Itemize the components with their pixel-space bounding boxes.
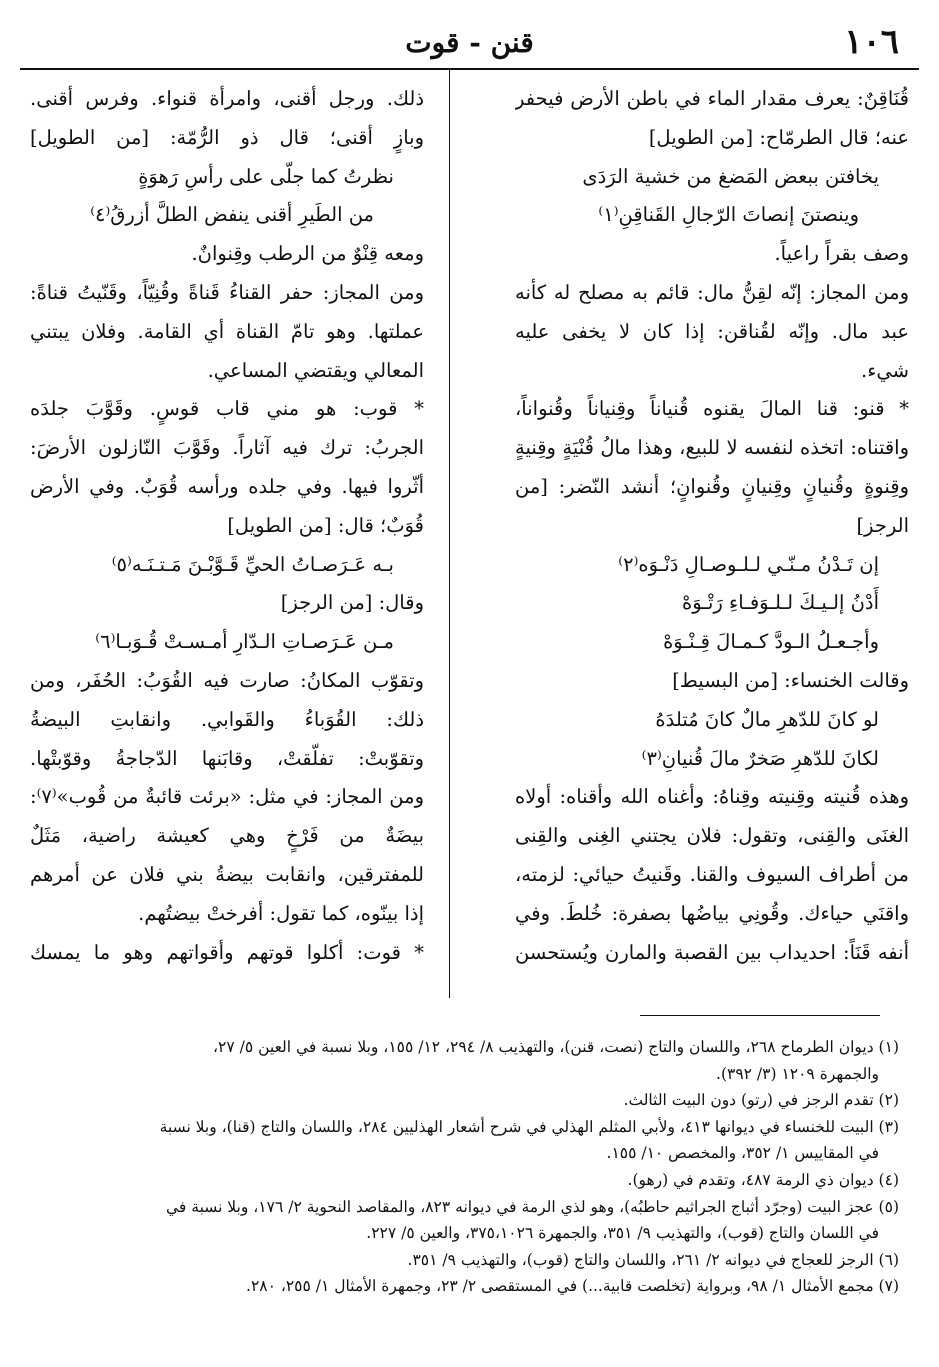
text-line: وهذه قُنيته وقِنيته وقِناهُ: وأغناه الله وأقناه: أولاه xyxy=(515,785,909,809)
footnote: (٣) البيت للخنساء في ديوانها ٤١٣، ولأبي المثلم الهذلي في شرح أشعار الهذليين ٢٨٤، واللسان والتاج (قنا)، وبلا نسبة xyxy=(159,1117,899,1136)
verse-line: يخافتن ببعض المَضغ من خشية الرَدَى xyxy=(582,164,879,188)
text-line: وقالت الخنساء: [من البسيط] xyxy=(672,668,909,692)
footnote: (٥) عجز البيت (وجرّد أثباج الجراثيم حاطبُه)، وهو لذي الرمة في ديوانه ٨٢٣، والمقاصد النحوية ٢/ ١٧٦، وبلا نسبة في xyxy=(166,1197,899,1216)
text-line: وتقوّبتْ: تفلّقتْ، وقابَنها الدّجاجةُ وقوّبتْها. xyxy=(30,746,424,770)
right-column xyxy=(515,80,909,972)
text-line: أثّروا فيها. وفي جلده ورأسه قُوَبٌ. وفي الأرض xyxy=(30,474,424,498)
footnote-rule xyxy=(640,1015,880,1016)
entry-heading-qwb: * قوب: هو مني قاب قوسٍ. وقَوَّبَ جلدَه xyxy=(30,397,424,421)
entry-heading-qwt: * قوت: أكلوا قوتهم وأقواتهم وهو ما يمسك xyxy=(30,940,424,964)
text-line: الغنَى والقِنى، وتقول: فلان يجتني الغِنى والقِنى xyxy=(515,824,909,848)
text-line: واقنَي حياءك. وقُونِي بياضُها بصفرة: خُلطَ. وفي xyxy=(515,901,909,925)
footnote-continuation: والجمهرة ١٢٠٩ (٣/ ٣٩٢). xyxy=(716,1064,879,1083)
page-title: قنن - قوت xyxy=(405,26,534,59)
text-line: واقتناه: اتخذه لنفسه لا للبيع، وهذا مالُ قُنْيَةٍ وقِنيةٍ xyxy=(515,436,909,460)
footnote: (٧) مجمع الأمثال ١/ ٩٨، وبرواية (تخلصت قابية...) في المستقصى ٢/ ٢٣، وجمهرة الأمثال ١/ ٢٥٥، ٢٨٠. xyxy=(246,1277,899,1296)
footnote-continuation: في اللسان والتاج (قوب)، والتهذيب ٩/ ٣٥١، والجمهرة ٣٧٥،١٠٢٦، والعين ٥/ ٢٢٧. xyxy=(366,1224,879,1243)
text-line: بيضَةٌ من فَرْخٍ وهي كعيشة راضية، مَثَلٌ xyxy=(30,824,424,848)
left-column xyxy=(30,80,424,972)
text-line: وقِنوةٍ وقُنيانٍ وقِنيانٍ وقُنوانٍ؛ أنشد النّضر: [من xyxy=(515,474,909,498)
text-line: قُنَاقِنٌ: يعرف مقدار الماء في باطن الأرض فيحفر xyxy=(515,87,909,110)
header-rule xyxy=(20,68,919,70)
text-line: عنه؛ قال الطرمّاح: [من الطويل] xyxy=(648,125,909,149)
verse-line: لكانَ للدّهرِ صَخرٌ مالَ قُنيانِ⁽٣⁾ xyxy=(641,746,879,770)
verse-line: بـه عَـرَصـاتُ الحيِّ قَـوَّبْـنَ مَـتـنَـه⁽٥⁾ xyxy=(111,552,394,576)
column-divider xyxy=(449,70,450,998)
text-line: عملتها. وهو تامّ القناة أي القامة. وفلان يبتني xyxy=(30,319,424,343)
text-line: ومن المجاز: في مثل: «برئت قائبةٌ من قُوب»⁽٧⁾: xyxy=(30,785,424,809)
text-line: الجربُ: ترك فيه آثاراً. وقَوَّبَ النّازلون الأرضَ: xyxy=(30,436,424,460)
verse-line: من الطَيرِ أقنى ينفض الطلَّ أزرقُ⁽٤⁾ xyxy=(90,203,374,227)
verse-line: لو كانَ للدّهرِ مالٌ كانَ مُتلدَهُ xyxy=(655,707,879,731)
verse-line: أَدْنُ إلـيـكَ لـلـوَفـاءِ رَتْـوَهْ xyxy=(681,591,879,615)
verse-line: وأجـعـلُ الـودَّ كـمـالَ قِـنْـوَهْ xyxy=(663,630,879,654)
text-line: ومن المجاز: إنّه لقِنُّ مال: قائم به مصلح له كأنه xyxy=(515,280,909,304)
footnotes xyxy=(40,1034,899,1300)
text-line: الرجز] xyxy=(856,513,909,537)
text-line: من أطراف السيوف والقنا. وقَنيتُ حيائي: لزمته، xyxy=(515,862,909,886)
text-line: ذلك. ورجل أقنى، وامرأة قنواء. وفرس أقنى. xyxy=(30,87,424,110)
text-line: ذلك: القُوَباءُ والقَوابي. وانقابتِ البيضةُ xyxy=(30,707,424,731)
text-line: إذا بينّوه، كما تقول: أفرختْ بيضتُهم. xyxy=(138,901,424,925)
text-line: وصف بقراً راعياً. xyxy=(774,242,909,266)
footnote: (٤) ديوان ذي الرمة ٤٨٧، وتقدم في (رهو). xyxy=(627,1170,899,1189)
text-line: قُوَبٌ؛ قال: [من الطويل] xyxy=(227,513,424,537)
text-line: المعالي ويقتضي المساعي. xyxy=(207,358,424,382)
footnote: (٦) الرجز للعجاج في ديوانه ٢/ ٢٦١، واللسان والتاج (قوب)، والتهذيب ٩/ ٣٥١. xyxy=(407,1250,899,1269)
text-line: ومن المجاز: حفر القناءُ قَناةً وقُنِيّاً، وقَنّيتُ قناةً: xyxy=(30,280,424,304)
verse-line: نظرتُ كما جلّى على رأسِ رَهوَةٍ xyxy=(138,164,394,188)
text-line: أنفه قَنَاً: احديداب بين القصبة والمارن ويُستحسن xyxy=(515,940,909,964)
footnote: (٢) تقدم الرجز في (رتو) دون البيت الثالث. xyxy=(623,1091,899,1110)
text-line: وبازٍ أقنى؛ قال ذو الرُّمّة: [من الطويل] xyxy=(30,125,424,149)
entry-heading-qnw: * قنو: قنا المالَ يقنوه قُنياناً وقِنياناً وقُنواناً، xyxy=(515,397,909,421)
text-line: وقال: [من الرجز] xyxy=(280,591,424,615)
text-line: عبد مال. وإنّه لقُناقن: إذا كان لا يخفى عليه xyxy=(515,319,909,343)
verse-line: مـن عَـرَصـاتِ الـدّارِ أمـسـتْ قُـوَبـا⁽٦⁾ xyxy=(95,630,394,654)
text-line: للمفترقين، وانقابت بيضةُ بني فلان عن أمرهم xyxy=(30,862,424,886)
text-line: وتقوّب المكانُ: صارت فيه القُوَبُ: الحُفَر، ومن xyxy=(30,668,424,692)
text-line: ومعه قِنْوٌ من الرطب وقِنوانٌ. xyxy=(191,242,424,266)
text-line: شيء. xyxy=(861,358,909,382)
verse-line: إن تَـدْنُ مـنّـي لـلـوصـالِ دَنْـوَه⁽٢⁾ xyxy=(618,552,879,576)
footnote: (١) ديوان الطرماح ٢٦٨، واللسان والتاج (نصت، قنن)، والتهذيب ٨/ ٢٩٤، ١٢/ ١٥٥، وبلا نسبة في العين ٥/ ٢٧، xyxy=(213,1038,899,1056)
page-number: ١٠٦ xyxy=(844,22,899,62)
footnote-continuation: في المقاييس ١/ ٣٥٢، والمخصص ١٠/ ١٥٥. xyxy=(606,1144,879,1163)
verse-line: وينصتنَ إنصاتَ الرّجالِ القَناقِنِ⁽١⁾ xyxy=(598,203,859,227)
